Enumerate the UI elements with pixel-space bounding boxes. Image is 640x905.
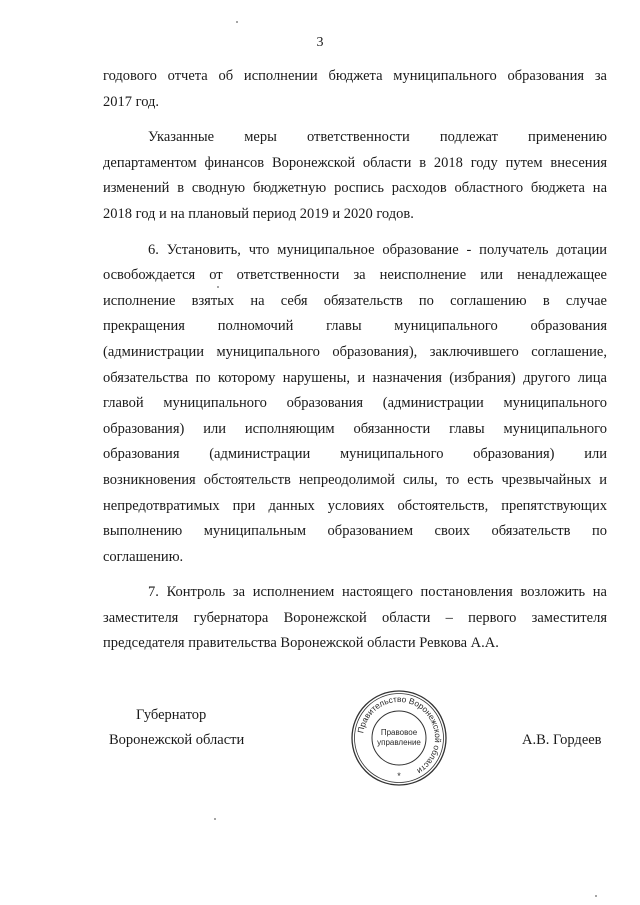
- text-line: 2018 год и на плановый период 2019 и 2020 годов.: [103, 205, 414, 222]
- text-line: 2017 год.: [103, 93, 160, 110]
- text-line: прекращения полномочий главы муниципального образования: [103, 318, 607, 335]
- official-stamp: [349, 688, 449, 788]
- text-line: заместителя губернатора Воронежской области – первого заместителя: [103, 609, 607, 626]
- text-line: председателя правительства Воронежской области Ревкова А.А.: [103, 635, 499, 652]
- stamp-graphic: [349, 688, 449, 788]
- text-line: обязательства по которому нарушены, и назначения (избрания) другого лица: [103, 369, 607, 386]
- scan-speck: [217, 286, 219, 288]
- text-line: 6. Установить, что муниципальное образование - получатель дотации: [148, 241, 607, 258]
- paragraph-item-6: [103, 238, 607, 571]
- text-line: освобождается от ответственности за неисполнение или ненадлежащее: [103, 267, 607, 284]
- signatory-name: А.В. Гордеев: [522, 732, 602, 748]
- stamp-ring-text: Правительство Воронежской области: [355, 693, 444, 777]
- paragraph-responsibility: [103, 125, 607, 227]
- text-line: (администрации муниципального образования), заключившего соглашение,: [103, 343, 607, 360]
- text-line: образования) или исполняющим обязанности главы муниципального: [103, 420, 607, 437]
- scan-speck: [595, 895, 597, 897]
- stamp-center-line-2: управление: [377, 738, 421, 747]
- text-line: Указанные меры ответственности подлежат применению: [148, 129, 607, 146]
- text-line: образования (администрации муниципального образования) или: [103, 446, 607, 463]
- text-line: департаментом финансов Воронежской области в 2018 году путем внесения: [103, 154, 607, 171]
- signatory-region: Воронежской области: [109, 732, 245, 748]
- text-line: главой муниципального образования (администрации муниципального: [103, 395, 607, 412]
- text-line: 7. Контроль за исполнением настоящего постановления возложить на: [148, 584, 607, 601]
- scan-speck: [236, 21, 238, 23]
- scan-speck: [214, 818, 216, 820]
- text-line: выполнению муниципальным образованием своих обязательств по: [103, 523, 607, 540]
- paragraph-item-7: [103, 580, 607, 657]
- stamp-star: *: [397, 771, 401, 781]
- paragraph-continuation: [103, 64, 607, 115]
- text-line: исполнение взятых на себя обязательств по соглашению в случае: [103, 292, 607, 309]
- text-line: изменений в сводную бюджетную роспись расходов областного бюджета на: [103, 180, 607, 197]
- document-body: [103, 64, 607, 667]
- stamp-center-line-1: Правовое: [380, 728, 418, 737]
- text-line: годового отчета об исполнении бюджета муниципального образования за: [103, 68, 607, 84]
- signatory-position: Губернатор: [136, 707, 207, 723]
- text-line: непредотвратимых при данных условиях обстоятельств, препятствующих: [103, 497, 607, 514]
- text-line: возникновения обстоятельств непреодолимой силы, то есть чрезвычайных и: [103, 471, 607, 488]
- text-line: соглашению.: [103, 548, 184, 565]
- page-number: 3: [316, 35, 324, 50]
